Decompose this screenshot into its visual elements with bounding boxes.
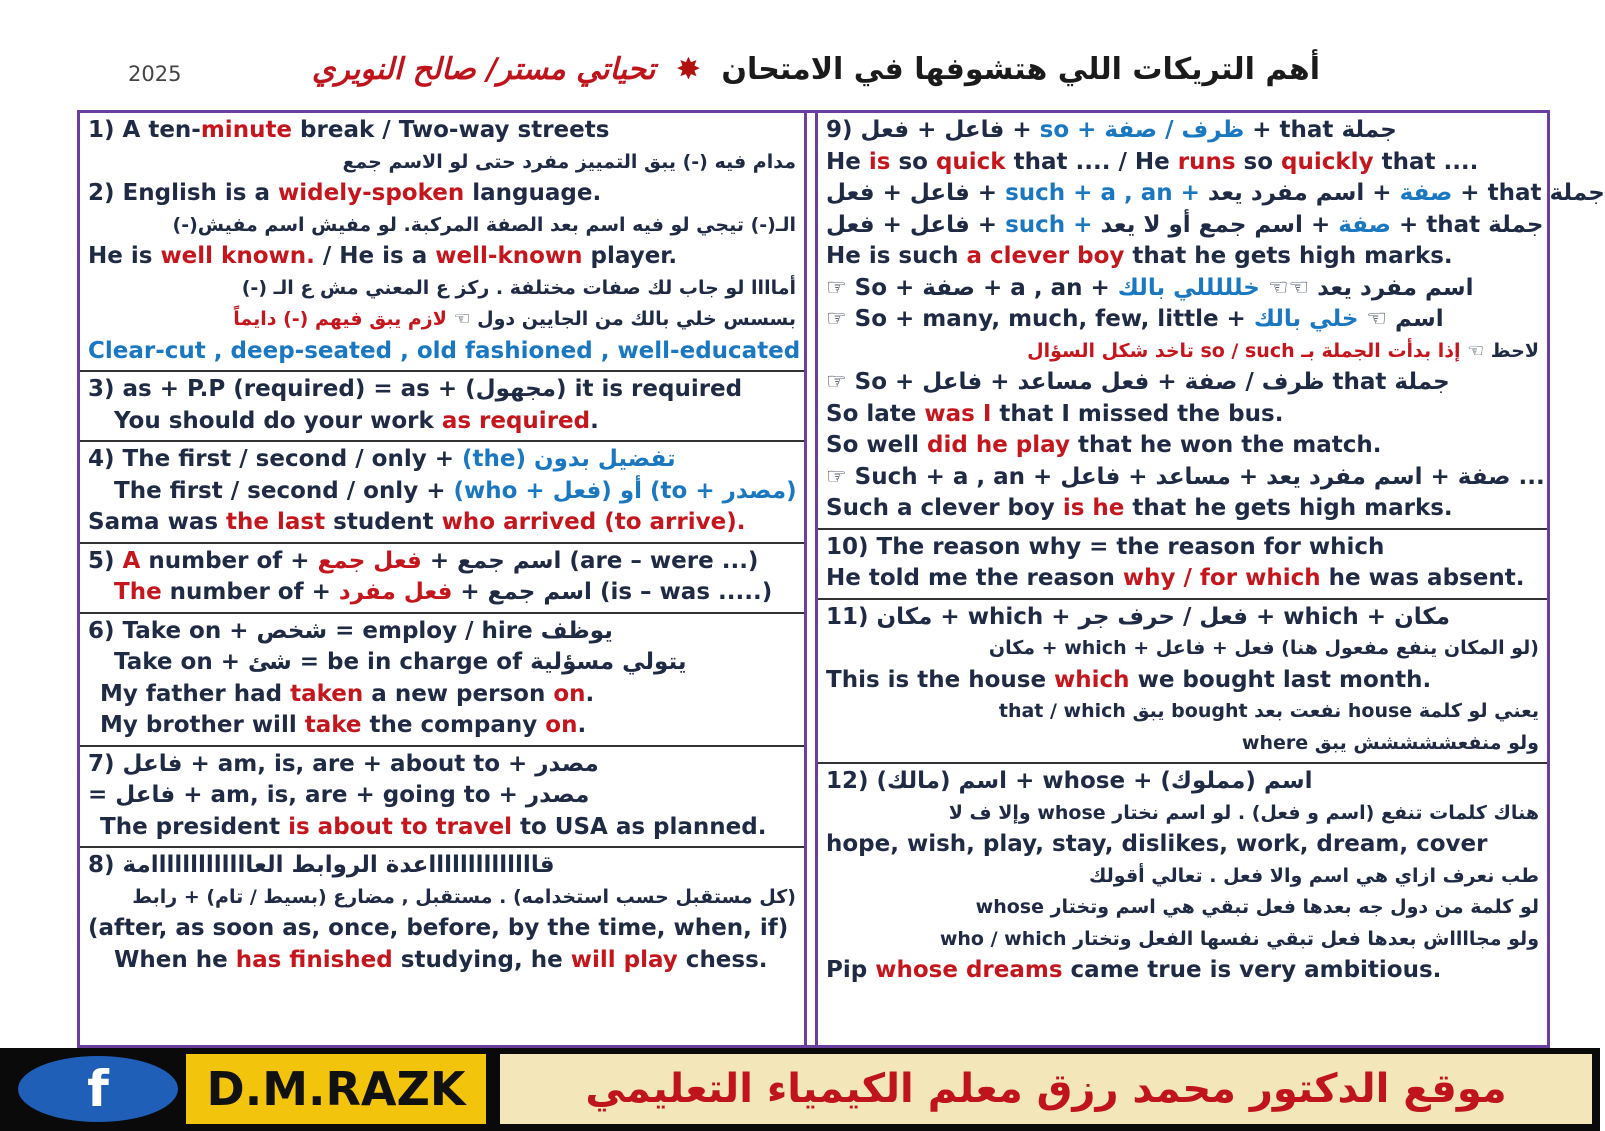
highlight: quick (935, 148, 1006, 175)
text: Sama was (88, 509, 227, 535)
highlight: runs (1177, 148, 1236, 175)
text: You should do your work (114, 407, 442, 434)
rule-line: 10) The reason why = the reason for which (826, 533, 1385, 560)
section-3 (80, 372, 804, 442)
highlight: as required (441, 407, 591, 434)
highlight: whose dreams (875, 957, 1063, 983)
text: 9) فاعل + فعل + (826, 117, 1040, 143)
text: When he (114, 946, 236, 973)
example-line (826, 493, 1539, 525)
section-11 (818, 600, 1547, 765)
example-line (88, 812, 796, 844)
text: ☞ So + many, much, few, little + اسم ☜ (826, 306, 1444, 332)
highlight: quickly (1281, 148, 1374, 175)
rule-line: Take on + شئ = be in charge of يتولي مسؤلية (114, 649, 687, 675)
text: . (577, 712, 587, 738)
text: 2) English is a (88, 180, 279, 206)
rule-line (88, 115, 796, 147)
text: that he won the match. (1069, 432, 1382, 458)
highlight: taken (290, 680, 364, 707)
section-4 (80, 442, 804, 544)
text: He told me the reason (826, 565, 1123, 591)
highlight: The (114, 579, 162, 605)
year-label: 2025 (128, 62, 182, 86)
rule-line: ☞ So + ظرف / صفة + فعل مساعد + فاعل that جملة (826, 369, 1450, 395)
highlight: خلللللي بالك (1117, 274, 1260, 301)
text: the company (361, 712, 546, 738)
text: he was absent. (1320, 565, 1525, 591)
title-main: أهم التريكات اللي هتشوفها في الامتحان (721, 52, 1320, 87)
text: language. (464, 180, 602, 206)
text: came true is very ambitious. (1062, 957, 1442, 983)
example-line (826, 955, 1539, 987)
highlight: (the) تفضيل بدون (462, 446, 676, 472)
rule-line: ☞ Such + a , an + صفة + اسم مفرد يعد + مساعد + فاعل ... (826, 463, 1545, 490)
right-column (818, 113, 1605, 990)
arabic-note: (كل مستقبل حسب استخدامه) . مستقبل , مضارع (بسيط / تام) + رابط (132, 885, 796, 908)
text: فاعل + فعل + (826, 180, 1006, 206)
rule-line (826, 304, 1539, 336)
text: . (590, 407, 599, 434)
arabic-note: ولو مجااااش بعدها فعل تبقي نفسها الفعل وتختار who / which (939, 927, 1539, 950)
section-8 (80, 848, 804, 979)
text: that .... (1373, 148, 1479, 175)
highlight: is about to travel (288, 813, 512, 840)
arabic-note: مدام فيه (-) يبق التمييز مفرد حتى لو الاسم جمع (342, 150, 796, 173)
site-name: موقع الدكتور محمد رزق معلم الكيمياء التعليمي (500, 1054, 1592, 1124)
arabic-note: أماااا لو جاب لك صفات مختلفة . ركز ع المعني مش ع الـ (-) (241, 276, 796, 299)
rule-line: 11) مكان + which + فعل / حرف جر + which + مكان (826, 603, 1450, 630)
highlight: which (1054, 666, 1130, 693)
highlight: A (122, 547, 141, 574)
text: فاعل + فعل + (826, 211, 1006, 238)
text: He (826, 148, 869, 175)
rule-line (88, 476, 796, 508)
star-icon: ✸ (675, 52, 701, 87)
rule-line: 12) (مالك) اسم + whose + (مملوك) اسم (826, 768, 1313, 794)
rule-line: 8) قااااااااااااااعدة الروابط العااااااااااااامة (88, 852, 555, 878)
example-line (88, 507, 796, 539)
highlight: take (304, 712, 362, 738)
highlight: such + a , an + صفة (1005, 180, 1453, 206)
brand-logo: D.M.RAZK (186, 1054, 486, 1124)
footer-banner (0, 1048, 1600, 1131)
highlight: who arrived (to arrive). (441, 509, 746, 535)
text: The president (100, 813, 289, 840)
example-line (88, 679, 796, 711)
column-divider (804, 110, 818, 1048)
text: He is such (826, 243, 967, 269)
example-line (88, 241, 796, 273)
section-12 (818, 764, 1547, 990)
highlight: will play (570, 946, 678, 973)
text: to USA as planned. (511, 813, 767, 840)
arabic-note: الـ(-) تيجي لو فيه اسم بعد الصفة المركبة. لو مفيش اسم مفيش(-) (172, 213, 796, 236)
text: + اسم جمع أو لا يعد + that جملة (1100, 211, 1544, 238)
text: number of + اسم جمع + (140, 547, 562, 574)
rule-line (826, 178, 1605, 210)
rule-line (88, 444, 796, 476)
text: / He is a (314, 243, 436, 269)
arabic-note: طب نعرف ازاي هي اسم والا فعل . تعالي أقولك (1088, 864, 1539, 887)
highlight: إذا بدأت الجملة بـ so / such تاخد شكل السؤال (1027, 339, 1461, 362)
text: My brother will (100, 712, 305, 738)
text: بسسس خلي بالك من الجايين دول ☜ (446, 308, 796, 330)
text: He is (88, 243, 161, 269)
highlight: on (545, 712, 578, 738)
text: + that جملة (1244, 117, 1397, 143)
text: لاحظ ☜ (1460, 339, 1539, 362)
rule-line (88, 178, 796, 210)
text: My father had (100, 680, 291, 707)
text: player. (582, 243, 678, 269)
text: (are – were ...) (561, 547, 759, 574)
text: Such a clever boy (826, 495, 1063, 521)
example-line (88, 406, 796, 438)
section-5 (80, 544, 804, 614)
highlight: did he play (927, 432, 1070, 458)
section-9 (818, 113, 1605, 530)
author-greeting: تحياتي مستر/ صالح النويري (311, 52, 656, 87)
arabic-note: (لو المكان ينفع مفعول هنا) فعل + فاعل + which + مكان (988, 637, 1539, 659)
text: so (890, 148, 936, 175)
section-6 (80, 614, 804, 747)
highlight: is (868, 148, 891, 175)
rule-line: (after, as soon as, once, before, by the time, when, if) (88, 915, 789, 941)
highlight: فعل مفرد (338, 579, 453, 605)
text: number of + اسم جمع + (161, 579, 592, 605)
highlight: was I (924, 400, 992, 427)
example-line (826, 563, 1539, 595)
word-list: Clear-cut , deep-seated , old fashioned , well-educated (88, 337, 801, 364)
text: a new person (363, 680, 554, 707)
text: The first / second / only + (114, 477, 454, 504)
text: . (585, 680, 595, 707)
text: Pip (826, 957, 876, 983)
highlight: a clever boy (966, 243, 1125, 269)
highlight: (who + فعل) أو (to + مصدر) (453, 477, 797, 504)
highlight: خلي بالك (1253, 306, 1359, 332)
highlight: well-known (435, 243, 583, 269)
highlight: on (553, 680, 586, 707)
highlight: such + صفة (1005, 211, 1391, 238)
highlight: has finished (235, 946, 393, 973)
highlight: widely-spoken (278, 180, 465, 206)
rule-line (826, 115, 1539, 147)
text: + اسم مفرد يعد + that جملة (1207, 180, 1605, 206)
text: 1) A ten- (88, 117, 201, 143)
text: we bought last month. (1129, 666, 1432, 693)
example-line (826, 241, 1539, 273)
example-line (826, 399, 1539, 431)
example-line (826, 665, 1539, 697)
rule-line (826, 273, 1539, 305)
example-line (88, 710, 796, 742)
highlight: minute (200, 117, 293, 143)
rule-line: = فاعل + am, is, are + going to + مصدر (88, 782, 590, 808)
text: So well (826, 432, 927, 458)
highlight: so + ظرف / صفة (1039, 117, 1245, 143)
example-line (88, 945, 796, 977)
arabic-note: يعني لو كلمة house نفعت بعد bought يبق that / which (998, 700, 1539, 722)
highlight: why / for which (1122, 565, 1321, 591)
word-list: hope, wish, play, stay, dislikes, work, dream, cover (826, 831, 1488, 857)
text: that he gets high marks. (1124, 495, 1453, 521)
text: ☞ So + صفة + a , an + اسم مفرد يعد ☜☜ (826, 274, 1474, 301)
text: 4) The first / second / only + (88, 446, 462, 472)
rule-line: 6) Take on + شخص = employ / hire يوظف (88, 617, 613, 644)
text: break / Two-way streets (292, 117, 610, 143)
arabic-note: هناك كلمات تنفع (اسم و فعل) . لو اسم نختار whose وإلا ف لا (948, 801, 1539, 824)
rule-line (826, 210, 1544, 242)
page-title (280, 52, 1320, 100)
text: so (1235, 148, 1282, 175)
rule-line (88, 546, 796, 578)
rule-line (88, 577, 796, 609)
text: (is – was .....) (591, 579, 773, 605)
text: studying, he (392, 946, 571, 973)
text: that I missed the bus. (991, 400, 1284, 427)
text: 5) (88, 547, 123, 574)
text: student (325, 509, 442, 535)
text: chess. (677, 946, 768, 973)
text: that he gets high marks. (1124, 243, 1453, 269)
highlight: لازم يبق فيهم (-) دايماً (233, 308, 447, 330)
text: This is the house (826, 666, 1055, 693)
section-1 (80, 113, 804, 372)
highlight: is he (1062, 495, 1125, 521)
rule-line: 7) فاعل + am, is, are + about to + مصدر (88, 750, 599, 777)
section-10 (818, 530, 1547, 600)
highlight: the last (226, 509, 326, 535)
text: that .... / He (1005, 148, 1178, 175)
left-column (80, 113, 804, 979)
text: So late (826, 400, 925, 427)
highlight: فعل جمع (317, 547, 422, 574)
arabic-note (88, 304, 796, 336)
example-line (826, 147, 1539, 179)
rule-line: 3) as + P.P (required) = as + (مجهول) it is required (88, 376, 743, 402)
arabic-note (826, 336, 1539, 368)
arabic-note: ولو منفعششششش يبق where (1241, 731, 1539, 754)
example-line (826, 430, 1539, 462)
section-7 (80, 747, 804, 849)
arabic-note: لو كلمة من دول جه بعدها فعل تبقي هي اسم وتختار whose (975, 896, 1539, 918)
facebook-icon[interactable]: f (18, 1056, 178, 1122)
highlight: well known. (160, 243, 315, 269)
